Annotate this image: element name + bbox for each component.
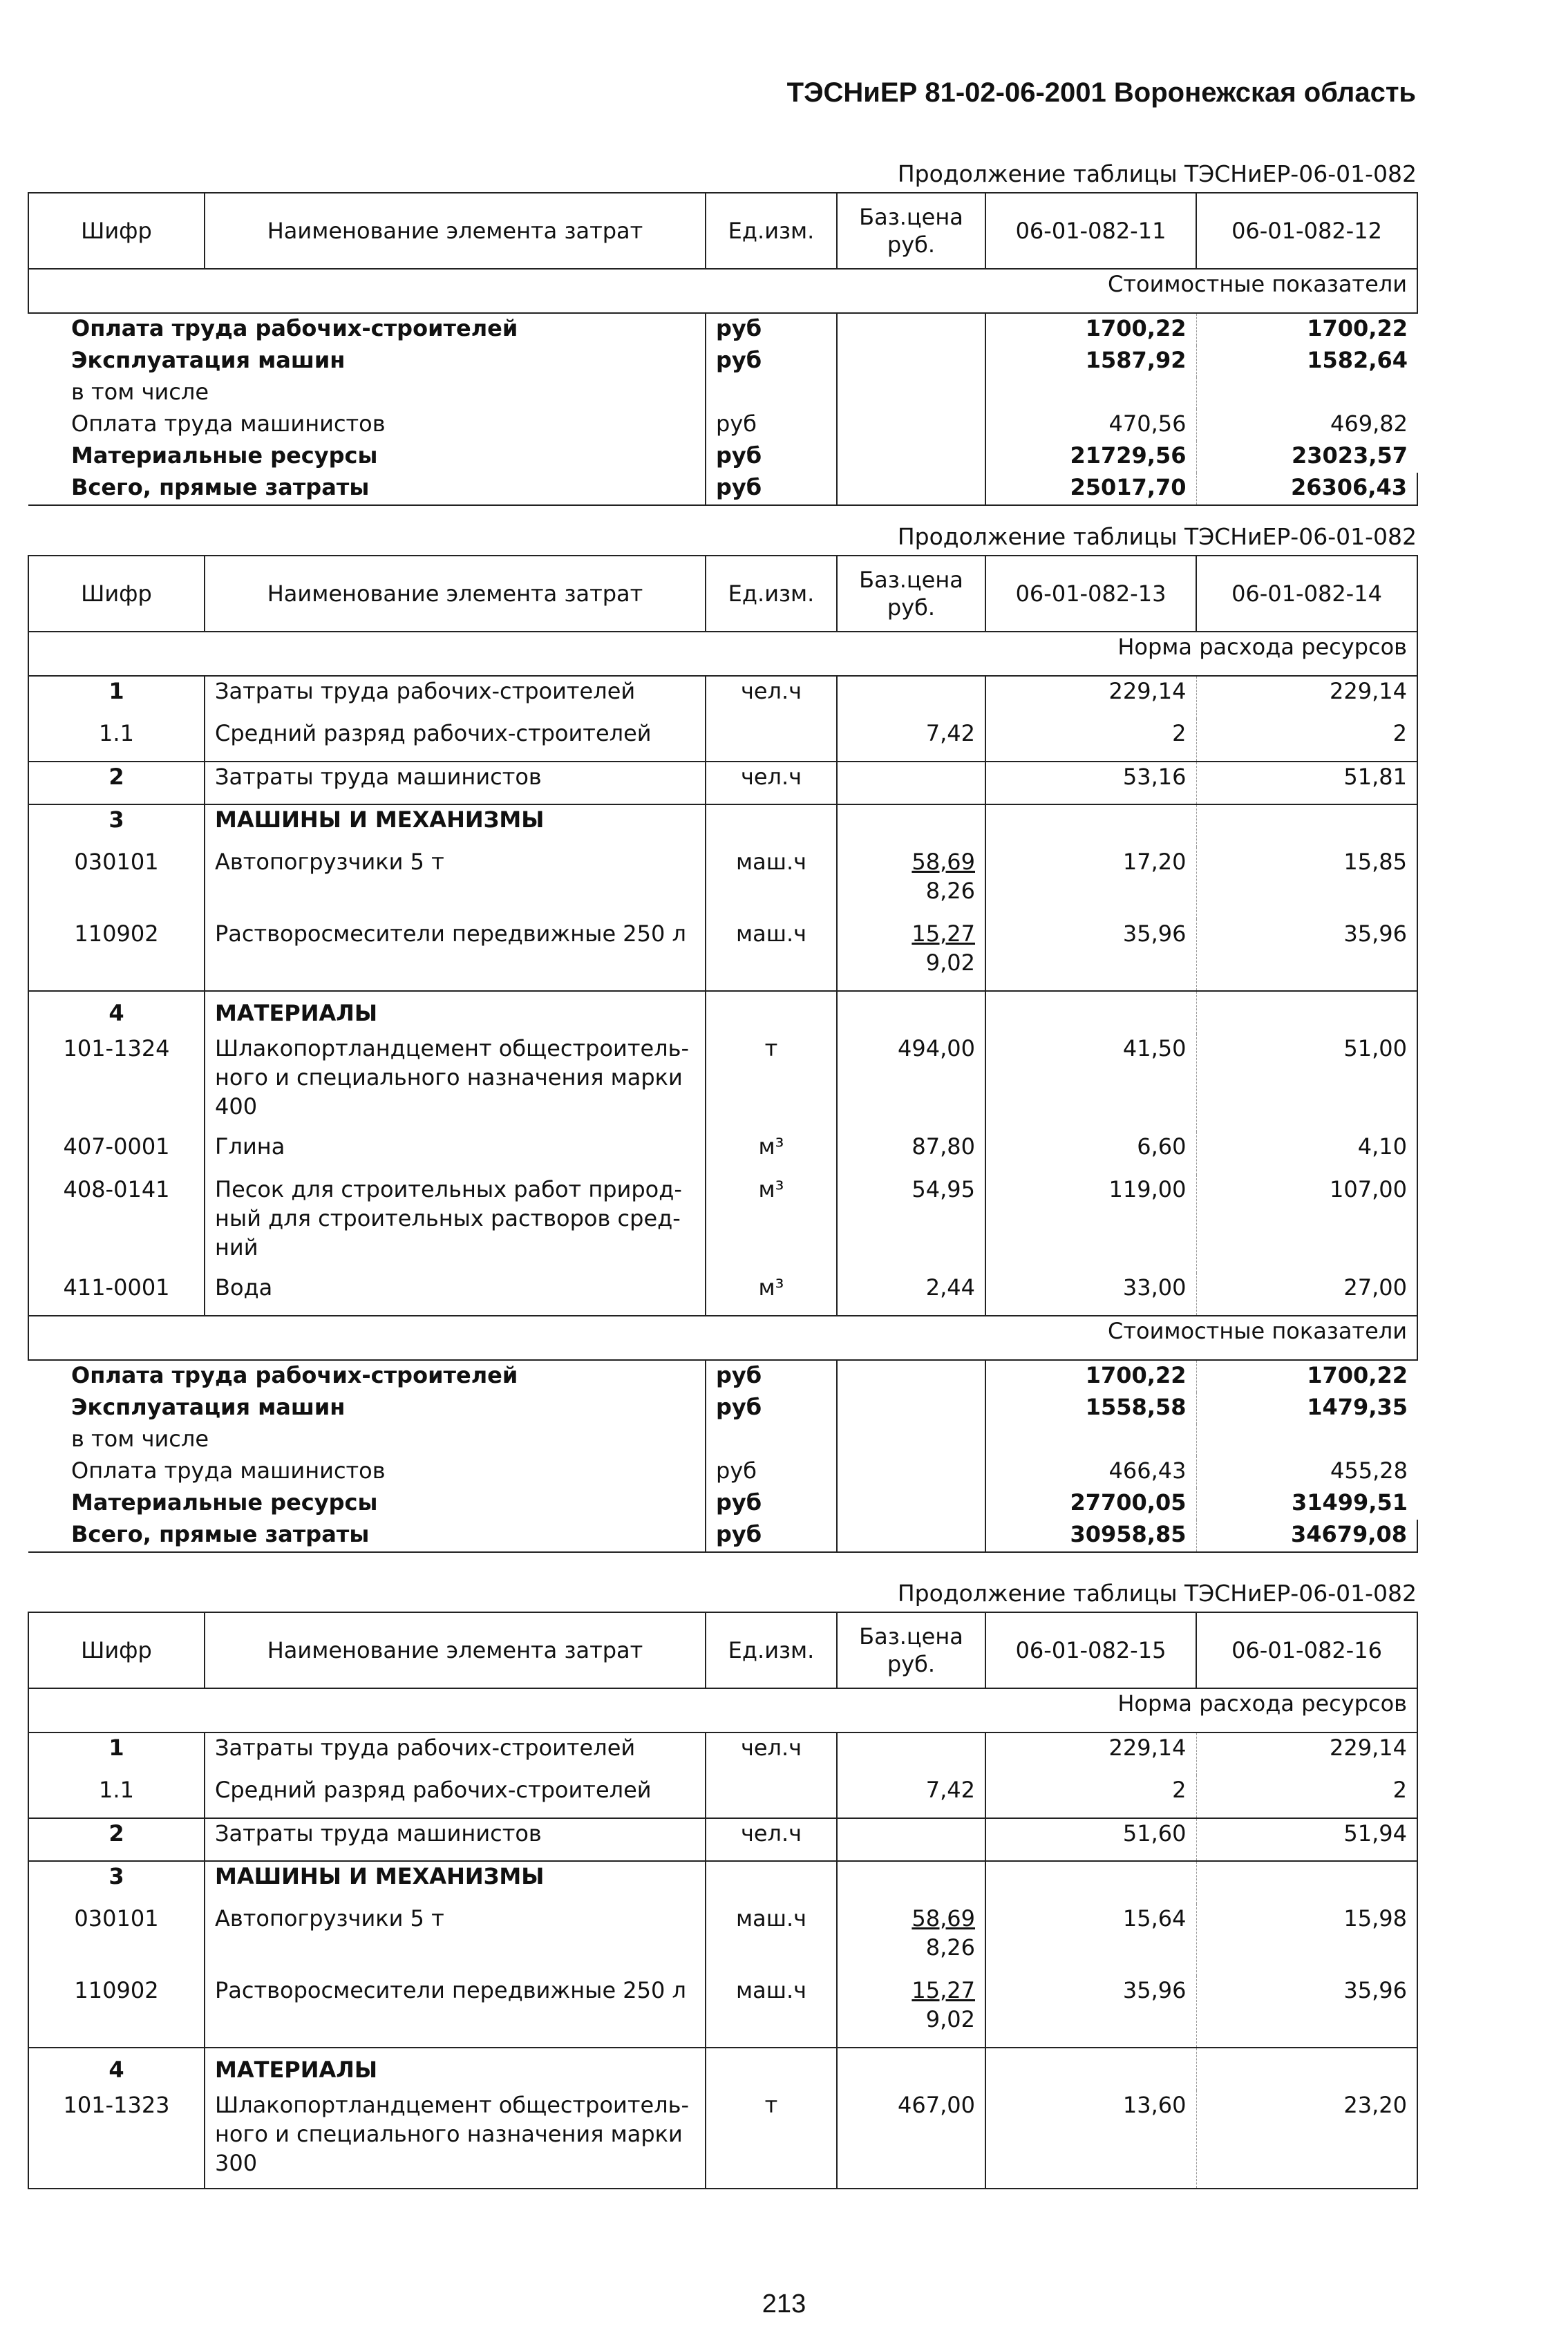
row-name: Затраты труда машинистов [205,1818,706,1861]
row-unit: маш.ч [706,919,837,991]
row-value-b: 107,00 [1196,1175,1417,1273]
row-code: 101-1324 [28,1034,205,1132]
machine-row [28,1904,1417,1976]
resource-row [28,676,1417,719]
row-name: Вода [205,1273,706,1316]
cost-row-value-a: 1587,92 [985,346,1196,377]
cost-row [28,1520,1417,1552]
row-name: Шлакопортландцемент общестроитель-ного и специального назначения марки 300 [205,2090,706,2189]
row-name: Растворосмесители передвижные 250 л [205,1976,706,2048]
resource-row [28,719,1417,762]
col-name-header: Наименование элемента затрат [205,556,706,632]
cost-row [28,441,1417,473]
col-unit-header: Ед.изм. [706,556,837,632]
row-price: 2,44 [837,1273,985,1316]
cost-row-value-a: 1558,58 [985,1392,1196,1424]
row-code: 030101 [28,1904,205,1976]
cost-row [28,1360,1417,1392]
col-price-header: Баз.цена руб. [837,193,985,269]
row-price-bottom: 8,26 [925,878,975,904]
cost-row-value-b: 469,82 [1196,409,1417,441]
material-row [28,1273,1417,1316]
col-code-header: Шифр [28,556,205,632]
cost-row-value-a: 25017,70 [985,473,1196,505]
row-value-a: 35,96 [985,919,1196,991]
row-name: Средний разряд рабочих-строителей [205,1775,706,1818]
row-code: 110902 [28,1976,205,2048]
col-a-header: 06-01-082-15 [985,1612,1196,1688]
cost-row [28,377,1417,409]
cost-row [28,313,1417,346]
table2-continuation-caption: Продолжение таблицы ТЭСНиЕР-06-01-082 [897,523,1417,550]
cost-row-unit: руб [706,441,837,473]
cost-row-name: Материальные ресурсы [71,442,378,469]
table2-header-row [28,556,1417,632]
cost-row [28,1488,1417,1520]
cost-row-unit: руб [706,409,837,441]
row-price: 494,00 [837,1034,985,1132]
row-unit: т [706,2090,837,2189]
cost-row-value-a: 470,56 [985,409,1196,441]
group-row [28,1861,1417,1904]
row-value-b: 23,20 [1196,2090,1417,2189]
col-price-header: Баз.цена руб. [837,556,985,632]
row-unit: м³ [706,1175,837,1273]
row-value-b: 229,14 [1196,1732,1417,1775]
row-value-a: 53,16 [985,762,1196,804]
row-code: 030101 [28,847,205,919]
cost-row-value-a: 1700,22 [985,313,1196,346]
row-value-a: 35,96 [985,1976,1196,2048]
resource-row [28,1775,1417,1818]
material-row [28,1175,1417,1273]
row-value-a: 2 [985,1775,1196,1818]
row-price-top: 58,69 [911,1905,975,1932]
col-a-header: 06-01-082-11 [985,193,1196,269]
row-name: Автопогрузчики 5 т [205,847,706,919]
cost-row-name: Оплата труда рабочих-строителей [71,315,518,341]
col-unit-header: Ед.изм. [706,1612,837,1688]
row-value-b: 15,98 [1196,1904,1417,1976]
cost-row-name: Всего, прямые затраты [28,473,706,505]
col-unit-header: Ед.изм. [706,193,837,269]
table2-section-row [28,632,1417,676]
cost-row-name: в том числе [71,1426,209,1452]
row-name: Затраты труда рабочих-строителей [205,676,706,719]
group-row [28,2048,1417,2090]
row-code: 110902 [28,919,205,991]
row-name: Шлакопортландцемент общестроитель-ного и специального назначения марки 400 [205,1034,706,1132]
resource-row [28,1818,1417,1861]
row-code: 101-1323 [28,2090,205,2189]
cost-row-unit: руб [706,346,837,377]
document-header-title: ТЭСНиЕР 81-02-06-2001 Воронежская область [786,77,1416,108]
row-name: Глина [205,1132,706,1175]
row-value-b: 229,14 [1196,676,1417,719]
cost-row-name: Материальные ресурсы [71,1489,378,1516]
section-title: Стоимостные показатели [28,269,1417,313]
col-b-header: 06-01-082-12 [1196,193,1417,269]
cost-row [28,346,1417,377]
row-name: Растворосмесители передвижные 250 л [205,919,706,991]
row-code: 1.1 [28,1775,205,1818]
row-value-a: 41,50 [985,1034,1196,1132]
row-price-bottom: 9,02 [925,950,975,976]
cost-row-name: Оплата труда машинистов [71,410,386,437]
cost-row-value-a: 27700,05 [985,1488,1196,1520]
row-code: 408-0141 [28,1175,205,1273]
table1-header-row [28,193,1417,269]
row-price-bottom: 9,02 [925,2006,975,2032]
row-unit: маш.ч [706,1904,837,1976]
col-code-header: Шифр [28,193,205,269]
row-value-b: 15,85 [1196,847,1417,919]
row-value-b: 2 [1196,719,1417,762]
section-title: Норма расхода ресурсов [28,1688,1417,1732]
cost-row-value-b: 1700,22 [1196,1360,1417,1392]
row-value-a: 13,60 [985,2090,1196,2189]
cost-row-unit: руб [706,1392,837,1424]
row-unit: маш.ч [706,847,837,919]
cost-row-unit: руб [706,1520,837,1552]
group-title: МАШИНЫ И МЕХАНИЗМЫ [205,804,706,847]
row-code: 411-0001 [28,1273,205,1316]
table1-continuation-caption: Продолжение таблицы ТЭСНиЕР-06-01-082 [897,160,1417,187]
cost-row [28,1392,1417,1424]
row-price: 7,42 [837,719,985,762]
row-value-b: 51,94 [1196,1818,1417,1861]
table2-resource-table [28,555,1418,1553]
row-code: 2 [28,1818,205,1861]
cost-row-value-b: 31499,51 [1196,1488,1417,1520]
section-title: Норма расхода ресурсов [28,632,1417,676]
page-number: 213 [762,2289,806,2319]
row-price: 7,42 [837,1775,985,1818]
row-value-a: 229,14 [985,676,1196,719]
row-price: 54,95 [837,1175,985,1273]
cost-row-name: Эксплуатация машин [71,1394,346,1420]
cost-row [28,409,1417,441]
cost-row-value-a: 1700,22 [985,1360,1196,1392]
row-name: Средний разряд рабочих-строителей [205,719,706,762]
section-title: Стоимостные показатели [28,1316,1417,1360]
row-price-top: 15,27 [911,1977,975,2003]
cost-row-unit: руб [706,313,837,346]
row-code: 4 [28,2048,205,2090]
row-unit: т [706,1034,837,1132]
col-b-header: 06-01-082-14 [1196,556,1417,632]
row-value-b: 4,10 [1196,1132,1417,1175]
row-price-top: 15,27 [911,920,975,947]
cost-row-value-a: 30958,85 [985,1520,1196,1552]
group-title: МАТЕРИАЛЫ [205,991,706,1034]
row-value-b: 27,00 [1196,1273,1417,1316]
cost-row-value-b: 26306,43 [1196,473,1417,505]
cost-row-unit: руб [706,1456,837,1488]
row-value-a: 119,00 [985,1175,1196,1273]
material-row [28,2090,1417,2189]
table2-cost-section-row [28,1316,1417,1360]
row-code: 1 [28,676,205,719]
table3-header-row [28,1612,1417,1688]
cost-row-name: Оплата труда рабочих-строителей [71,1362,518,1388]
col-b-header: 06-01-082-16 [1196,1612,1417,1688]
table3-continuation-caption: Продолжение таблицы ТЭСНиЕР-06-01-082 [897,1580,1417,1607]
resource-row [28,1732,1417,1775]
row-name: Песок для строительных работ природ-ный для строительных растворов сред-ний [205,1175,706,1273]
row-code: 1.1 [28,719,205,762]
row-value-b: 35,96 [1196,1976,1417,2048]
cost-row-name: Всего, прямые затраты [28,1520,706,1552]
row-unit: чел.ч [706,1818,837,1861]
resource-row [28,762,1417,804]
table3-section-row [28,1688,1417,1732]
row-value-a: 6,60 [985,1132,1196,1175]
cost-row-value-b: 23023,57 [1196,441,1417,473]
row-price-top: 58,69 [911,849,975,875]
cost-row-value-b: 1479,35 [1196,1392,1417,1424]
cost-row [28,1424,1417,1456]
row-value-b: 2 [1196,1775,1417,1818]
machine-row [28,1976,1417,2048]
cost-row-value-b: 455,28 [1196,1456,1417,1488]
row-unit: чел.ч [706,1732,837,1775]
row-unit: м³ [706,1273,837,1316]
row-unit: чел.ч [706,762,837,804]
col-name-header: Наименование элемента затрат [205,1612,706,1688]
cost-row-value-b: 1582,64 [1196,346,1417,377]
row-price: 467,00 [837,2090,985,2189]
row-value-a: 51,60 [985,1818,1196,1861]
cost-row-value-a: 466,43 [985,1456,1196,1488]
row-code: 3 [28,1861,205,1904]
row-value-a: 2 [985,719,1196,762]
row-name: Автопогрузчики 5 т [205,1904,706,1976]
row-code: 1 [28,1732,205,1775]
table3-resource-table [28,1612,1418,2189]
cost-row [28,1456,1417,1488]
row-value-a: 15,64 [985,1904,1196,1976]
table1-cost-table [28,192,1418,506]
cost-row-value-a: 21729,56 [985,441,1196,473]
row-unit: маш.ч [706,1976,837,2048]
machine-row [28,847,1417,919]
row-code: 407-0001 [28,1132,205,1175]
row-name: Затраты труда рабочих-строителей [205,1732,706,1775]
row-value-a: 17,20 [985,847,1196,919]
cost-row-name: в том числе [71,379,209,405]
group-title: МАШИНЫ И МЕХАНИЗМЫ [205,1861,706,1904]
row-code: 2 [28,762,205,804]
row-price-bottom: 8,26 [925,1934,975,1961]
cost-row [28,473,1417,505]
row-price: 87,80 [837,1132,985,1175]
material-row [28,1034,1417,1132]
col-name-header: Наименование элемента затрат [205,193,706,269]
row-value-b: 35,96 [1196,919,1417,991]
row-unit: м³ [706,1132,837,1175]
table1-section-row [28,269,1417,313]
cost-row-unit: руб [706,1360,837,1392]
row-value-b: 51,81 [1196,762,1417,804]
row-value-b: 51,00 [1196,1034,1417,1132]
cost-row-unit: руб [706,473,837,505]
machine-row [28,919,1417,991]
cost-row-value-b: 34679,08 [1196,1520,1417,1552]
row-code: 4 [28,991,205,1034]
group-row [28,991,1417,1034]
group-title: МАТЕРИАЛЫ [205,2048,706,2090]
col-price-header: Баз.цена руб. [837,1612,985,1688]
col-a-header: 06-01-082-13 [985,556,1196,632]
cost-row-name: Эксплуатация машин [71,347,346,373]
cost-row-name: Оплата труда машинистов [71,1457,386,1484]
material-row [28,1132,1417,1175]
row-unit: чел.ч [706,676,837,719]
cost-row-value-b: 1700,22 [1196,313,1417,346]
row-value-a: 229,14 [985,1732,1196,1775]
cost-row-unit: руб [706,1488,837,1520]
row-name: Затраты труда машинистов [205,762,706,804]
row-code: 3 [28,804,205,847]
group-row [28,804,1417,847]
row-value-a: 33,00 [985,1273,1196,1316]
col-code-header: Шифр [28,1612,205,1688]
